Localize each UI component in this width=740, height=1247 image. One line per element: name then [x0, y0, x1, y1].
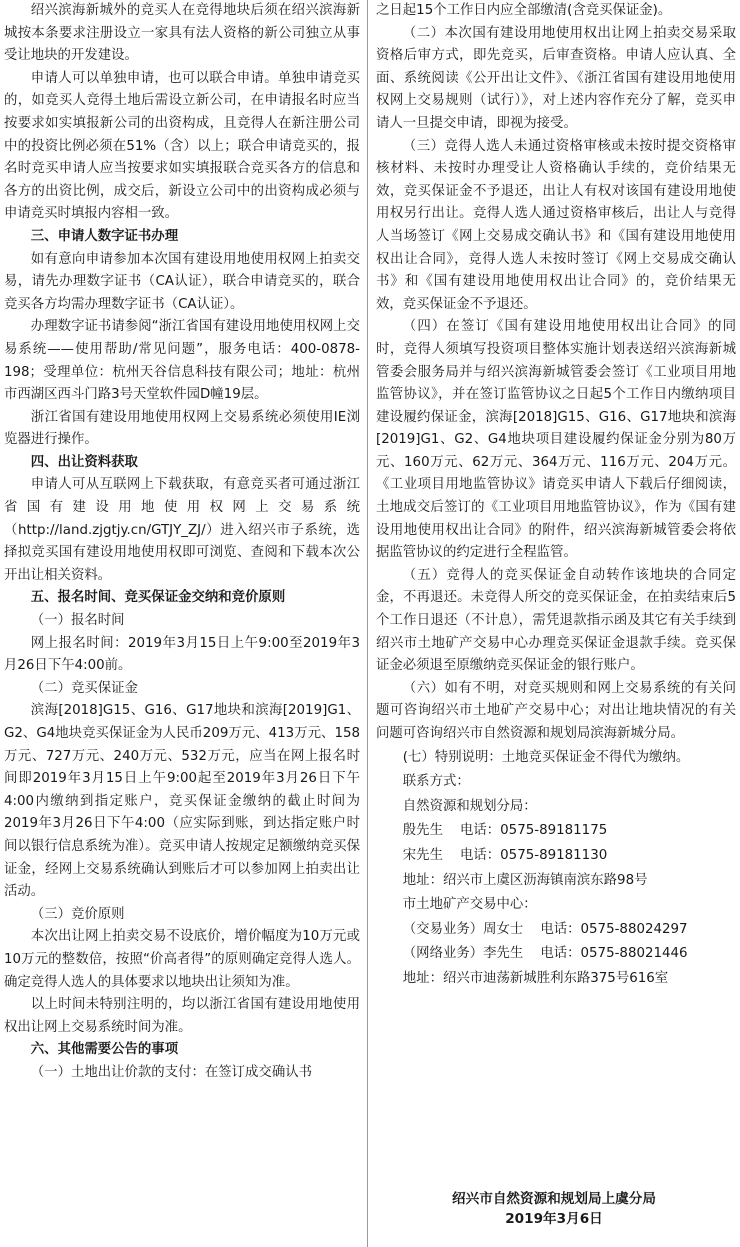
contact-li: （网络业务）李先生 电话：0575-88021446	[402, 946, 688, 962]
right-column	[376, 0, 736, 1247]
paragraph-application-mode: 申请人可以单独申请，也可以联合申请。单独申请竞买的，如竞买人竞得土地后需设立新公司，在申请报名时应当按要求如实填报新公司的出资构成，且竞得人在新注册公司中的投资比例必须在51%（含）以上；联合申请竞买的，报名时竞买申请人应当按要求如实填报联合竞买各方的信息和各方的出资比例，成交后，新设立公司中的出资构成必须与申请竞买时填报内容相一致。	[4, 70, 360, 222]
section-heading-documents: 四、出让资料获取	[30, 454, 138, 470]
contact-heading: 联系方式：	[402, 774, 470, 790]
column-divider	[367, 0, 368, 1247]
paragraph-deposit-refund: （五）竞得人的竞买保证金自动转作该地块的合同定金，不再退还。未竞得人所交的竞买保证金，在拍卖结束后5个工作日退还（不计息），需凭退款指示函及其它有关手续到绍兴市土地矿产交易中心办理竞买保证金退款手续。竞买保证金必须退至原缴纳竞买保证金的银行账户。	[376, 567, 736, 674]
signature-organization: 绍兴市自然资源和规划局上虞分局	[452, 1191, 656, 1207]
contact-bureau-title: 自然资源和规划分局：	[402, 798, 537, 814]
paragraph-supervision-agreement: （四）在签订《国有建设用地使用权出让合同》的同时，竞得人须填写投资项目整体实施计划表送绍兴滨海新城管委会服务局并与绍兴滨海新城管委会签订《工业项目用地监管协议》，并在签订监管协议之日起5个工作日内缴纳项目建设履约保证金，滨海[2018]G15、G16、G17地块和滨海[2019]G1、G2、G4地块项目建设履约保证金分别为80万元、160万元、62万元、364万元、116万元、204万元。《工业项目用地监管协议》请竞买申请人下载后仔细阅读，土地成交后签订的《工业项目用地监管协议》，作为《国有建设用地使用权出让合同》的附件，绍兴滨海新城管委会将依据监管协议的约定进行全程监管。	[376, 319, 736, 561]
paragraph-document-download: 申请人可从互联网上下载获取，有意竞买者可通过浙江省国有建设用地使用权网上交易系统（http://land.zjgtjy.cn/GTJY_ZJ/）进入绍兴市子系统，选择拟竞买国有建设用地使用权即可浏览、查阅和下载本次公开出让相关资料。	[4, 477, 360, 583]
subheading-deposit: （二）竞买保证金	[30, 680, 138, 696]
section-heading-digital-certificate: 三、申请人数字证书办理	[30, 228, 179, 244]
subheading-registration-time: （一）报名时间	[30, 613, 125, 629]
paragraph-inquiries: （六）如有不明，对竞买规则和网上交易系统的有关问题可咨询绍兴市土地矿产交易中心；对出让地块情况的有关问题可咨询绍兴市自然资源和规划局滨海新城分局。	[376, 680, 736, 741]
contact-center-address: 地址：绍兴市迪荡新城胜利东路375号616室	[402, 970, 669, 986]
contact-yin: 殷先生 电话：0575-89181175	[402, 823, 608, 839]
subheading-bidding-principle: （三）竞价原则	[30, 906, 125, 922]
contact-zhou: （交易业务）周女士 电话：0575-88024297	[402, 921, 688, 937]
signature-date: 2019年3月6日	[505, 1211, 603, 1227]
paragraph-registration-time: 网上报名时间：2019年3月15日上午9:00至2019年3月26日下午4:00前。	[4, 635, 360, 674]
paragraph-payment-continued: 之日起15个工作日内应全部缴清(含竞买保证金)。	[376, 3, 672, 18]
paragraph-ie-browser: 浙江省国有建设用地使用权网上交易系统必须使用IE浏览器进行操作。	[4, 409, 360, 448]
paragraph-ca-service-info: 办理数字证书请参阅“浙江省国有建设用地使用权网上交易系统——使用帮助/常见问题”，服务电话：400-0878-198；受理单位：杭州天谷信息科技有限公司；地址：杭州市西湖区西斗门路3号天堂软件园D幢19层。	[4, 319, 360, 403]
paragraph-time-standard: 以上时间未特别注明的，均以浙江省国有建设用地使用权出让网上交易系统时间为准。	[4, 997, 360, 1035]
paragraph-bidding-principle: 本次出让网上拍卖交易不设底价，增价幅度为10万元或10万元的整数倍，按照“价高者得”的原则确定竞得人选人。确定竞得人选人的具体要求以地块出让须知为准。	[4, 929, 360, 990]
paragraph-deposit: 滨海[2018]G15、G16、G17地块和滨海[2019]G1、G2、G4地块竞买保证金为人民币209万元、413万元、158万元、727万元、240万元、532万元，应当在网上报名时间即2019年3月15日上午9:00起至2019年3月26日下午4:00内缴纳到指定账户，竞买保证金缴纳的截止时间为2019年3月26日下午4:00（应实际到账，到达指定账户时间以银行信息系统为准）。竞买申请人按规定足额缴纳竞买保证金，经网上交易系统确认到账后才可以参加网上拍卖出让活动。	[4, 703, 360, 900]
section-heading-registration: 五、报名时间、竞买保证金交纳和竞价原则	[30, 590, 286, 606]
paragraph-failed-review: （三）竞得人选人未通过资格审核或未按时提交资格审核材料、未按时办理受让人资格确认手续的，竞价结果无效，竞买保证金不予退还，出让人有权对该国有建设用地使用权另行出让。竞得人选人通过资格审核后，出让人与竞得人当场签订《网上交易成交确认书》和《国有建设用地使用权出让合同》，竞得人选人未按时签订《网上交易成交确认书》和《国有建设用地使用权出让合同》的，竞价结果无效，竞买保证金不予退还。	[376, 138, 736, 312]
paragraph-qualification-review: （二）本次国有建设用地使用权出让网上拍卖交易采取资格后审方式，即先竞买，后审查资格。申请人应认真、全面、系统阅读《公开出让文件》、《浙江省国有建设用地使用权网上交易规则（试行）》，对上述内容作充分了解，竞买申请人一旦提交申请，即视为接受。	[376, 25, 736, 131]
contact-song: 宋先生 电话：0575-89181130	[402, 847, 608, 863]
paragraph-ca-certificate: 如有意向申请参加本次国有建设用地使用权网上拍卖交易，请先办理数字证书（CA认证），联合申请竞买的，联合竞买各方均需办理数字证书（CA认证）。	[4, 251, 360, 312]
section-heading-other-matters: 六、其他需要公告的事项	[30, 1042, 179, 1058]
left-column	[4, 0, 360, 1247]
paragraph-new-company-requirement: 绍兴滨海新城外的竞买人在竞得地块后须在绍兴滨海新城按本条要求注册设立一家具有法人资格的新公司独立从事受让地块的开发建设。	[4, 3, 360, 64]
contact-bureau-address: 地址：绍兴市上虞区沥海镇南滨东路98号	[402, 872, 648, 888]
special-note: (七）特别说明：土地竞买保证金不得代为缴纳。	[402, 749, 690, 765]
paragraph-payment: （一）土地出让价款的支付：在签订成交确认书	[30, 1064, 312, 1080]
contact-center-title: 市土地矿产交易中心：	[402, 897, 537, 913]
